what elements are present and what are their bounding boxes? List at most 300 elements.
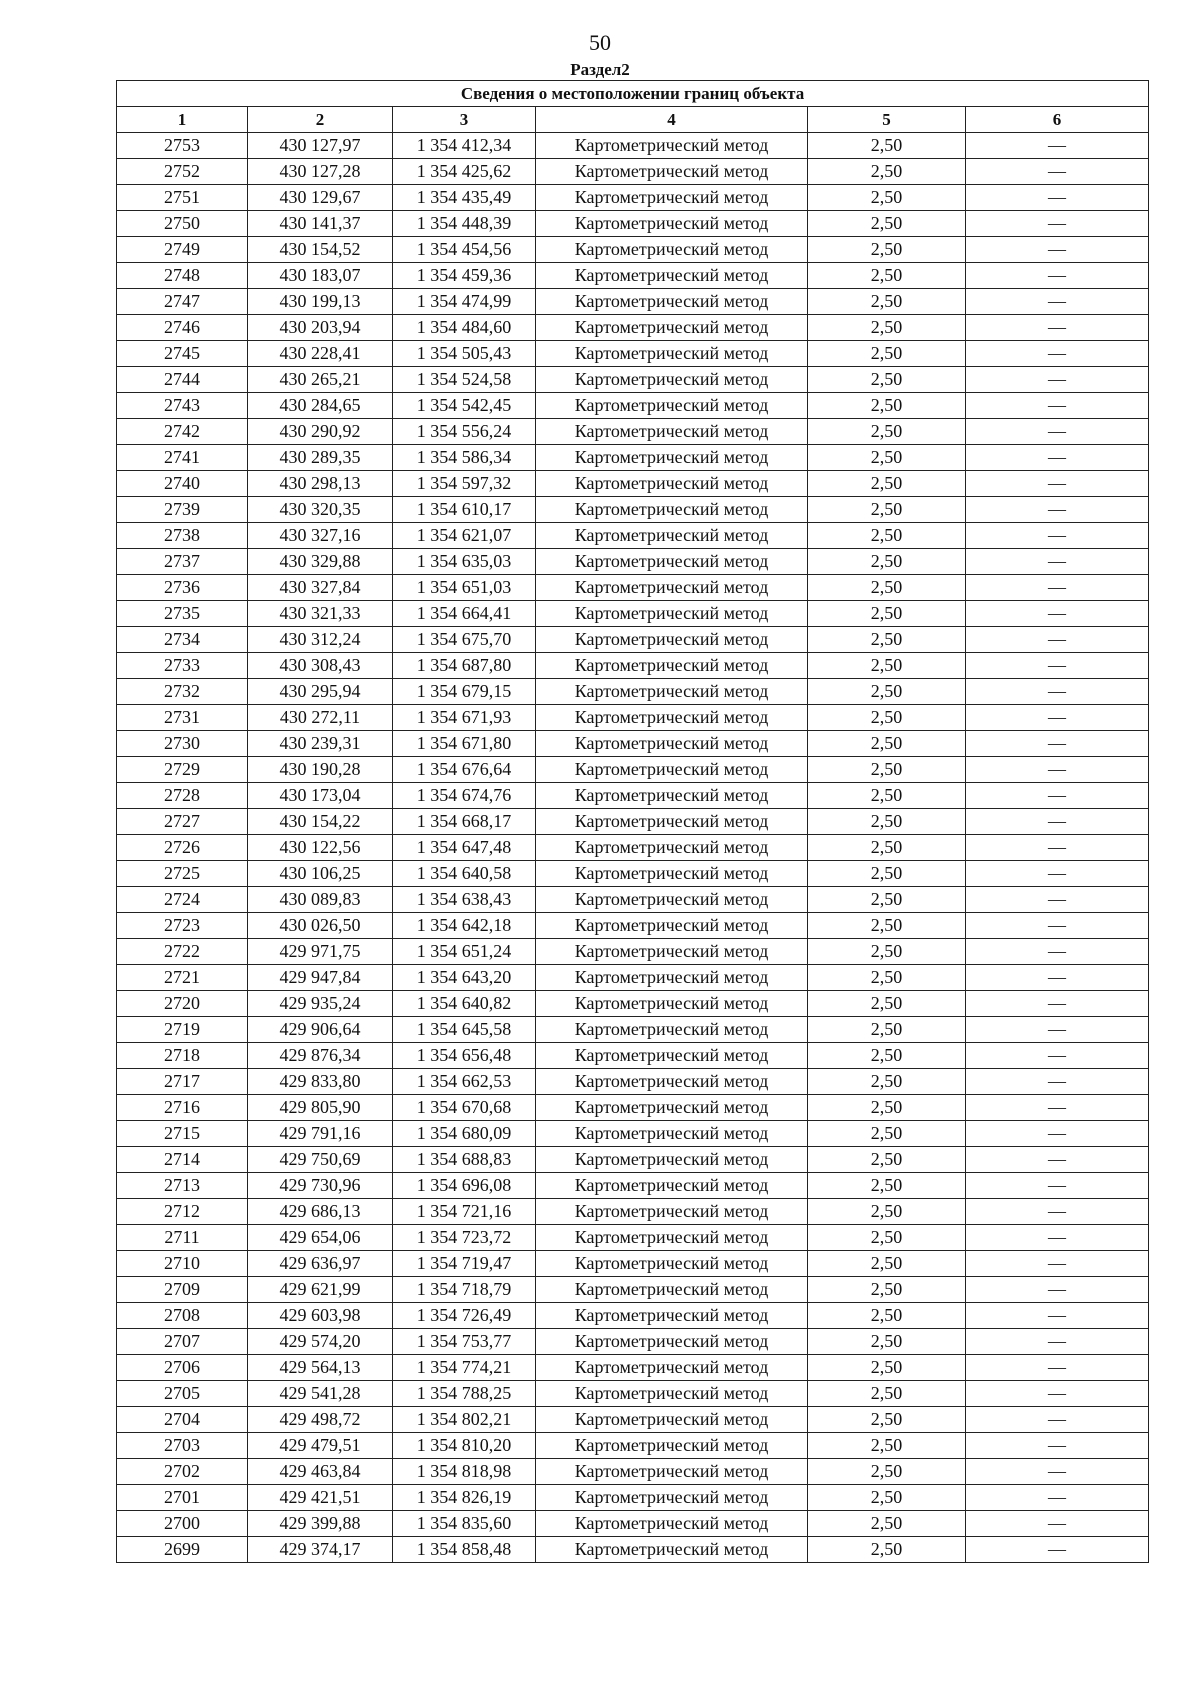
method-cell: Картометрический метод [536,237,808,263]
method-cell: Картометрический метод [536,913,808,939]
x-coordinate-cell: 429 750,69 [248,1147,393,1173]
table-row [117,211,1149,237]
point-number-cell: 2752 [117,159,248,185]
x-coordinate-cell: 430 122,56 [248,835,393,861]
accuracy-cell: 2,50 [808,471,966,497]
table-row [117,679,1149,705]
x-coordinate-cell: 429 636,97 [248,1251,393,1277]
x-coordinate-cell: 429 374,17 [248,1537,393,1563]
table-row [117,991,1149,1017]
method-cell: Картометрический метод [536,679,808,705]
point-number-cell: 2724 [117,887,248,913]
table-row [117,809,1149,835]
accuracy-cell: 2,50 [808,757,966,783]
y-coordinate-cell: 1 354 597,32 [393,471,536,497]
method-cell: Картометрический метод [536,1459,808,1485]
y-coordinate-cell: 1 354 676,64 [393,757,536,783]
y-coordinate-cell: 1 354 721,16 [393,1199,536,1225]
description-cell: — [966,1173,1149,1199]
y-coordinate-cell: 1 354 651,03 [393,575,536,601]
accuracy-cell: 2,50 [808,549,966,575]
y-coordinate-cell: 1 354 723,72 [393,1225,536,1251]
method-cell: Картометрический метод [536,1121,808,1147]
x-coordinate-cell: 430 228,41 [248,341,393,367]
y-coordinate-cell: 1 354 688,83 [393,1147,536,1173]
table-row [117,1537,1149,1563]
point-number-cell: 2707 [117,1329,248,1355]
description-cell: — [966,1199,1149,1225]
column-header: 1 [117,107,248,133]
accuracy-cell: 2,50 [808,445,966,471]
description-cell: — [966,913,1149,939]
accuracy-cell: 2,50 [808,185,966,211]
method-cell: Картометрический метод [536,783,808,809]
x-coordinate-cell: 429 621,99 [248,1277,393,1303]
method-cell: Картометрический метод [536,1355,808,1381]
accuracy-cell: 2,50 [808,783,966,809]
x-coordinate-cell: 429 654,06 [248,1225,393,1251]
y-coordinate-cell: 1 354 643,20 [393,965,536,991]
method-cell: Картометрический метод [536,809,808,835]
accuracy-cell: 2,50 [808,1303,966,1329]
accuracy-cell: 2,50 [808,1355,966,1381]
table-row [117,939,1149,965]
section-title: Раздел2 [570,60,630,79]
accuracy-cell: 2,50 [808,1251,966,1277]
description-cell: — [966,1329,1149,1355]
accuracy-cell: 2,50 [808,133,966,159]
table-row [117,419,1149,445]
x-coordinate-cell: 430 141,37 [248,211,393,237]
accuracy-cell: 2,50 [808,159,966,185]
y-coordinate-cell: 1 354 670,68 [393,1095,536,1121]
method-cell: Картометрический метод [536,393,808,419]
description-cell: — [966,575,1149,601]
method-cell: Картометрический метод [536,1329,808,1355]
accuracy-cell: 2,50 [808,1069,966,1095]
table-row [117,549,1149,575]
y-coordinate-cell: 1 354 726,49 [393,1303,536,1329]
point-number-cell: 2720 [117,991,248,1017]
table-row [117,1511,1149,1537]
description-cell: — [966,341,1149,367]
y-coordinate-cell: 1 354 718,79 [393,1277,536,1303]
table-row [117,1407,1149,1433]
method-cell: Картометрический метод [536,1225,808,1251]
description-cell: — [966,835,1149,861]
point-number-cell: 2723 [117,913,248,939]
y-coordinate-cell: 1 354 642,18 [393,913,536,939]
method-cell: Картометрический метод [536,523,808,549]
description-cell: — [966,1069,1149,1095]
table-row [117,315,1149,341]
accuracy-cell: 2,50 [808,1407,966,1433]
y-coordinate-cell: 1 354 696,08 [393,1173,536,1199]
column-header: 4 [536,107,808,133]
description-cell: — [966,1225,1149,1251]
accuracy-cell: 2,50 [808,1199,966,1225]
method-cell: Картометрический метод [536,575,808,601]
y-coordinate-cell: 1 354 647,48 [393,835,536,861]
y-coordinate-cell: 1 354 753,77 [393,1329,536,1355]
table-row [117,523,1149,549]
description-cell: — [966,861,1149,887]
table-row [117,835,1149,861]
table-row [117,237,1149,263]
description-cell: — [966,1381,1149,1407]
description-cell: — [966,393,1149,419]
table-row [117,1199,1149,1225]
description-cell: — [966,289,1149,315]
description-cell: — [966,1121,1149,1147]
method-cell: Картометрический метод [536,1095,808,1121]
x-coordinate-cell: 430 173,04 [248,783,393,809]
point-number-cell: 2742 [117,419,248,445]
x-coordinate-cell: 429 947,84 [248,965,393,991]
y-coordinate-cell: 1 354 556,24 [393,419,536,445]
point-number-cell: 2751 [117,185,248,211]
x-coordinate-cell: 430 203,94 [248,315,393,341]
x-coordinate-cell: 429 730,96 [248,1173,393,1199]
description-cell: — [966,1511,1149,1537]
accuracy-cell: 2,50 [808,237,966,263]
description-cell: — [966,1043,1149,1069]
y-coordinate-cell: 1 354 664,41 [393,601,536,627]
accuracy-cell: 2,50 [808,1277,966,1303]
table-row [117,887,1149,913]
y-coordinate-cell: 1 354 645,58 [393,1017,536,1043]
description-cell: — [966,419,1149,445]
point-number-cell: 2748 [117,263,248,289]
method-cell: Картометрический метод [536,1537,808,1563]
method-cell: Картометрический метод [536,211,808,237]
method-cell: Картометрический метод [536,1407,808,1433]
description-cell: — [966,991,1149,1017]
accuracy-cell: 2,50 [808,939,966,965]
description-cell: — [966,1407,1149,1433]
table-row [117,757,1149,783]
method-cell: Картометрический метод [536,1199,808,1225]
accuracy-cell: 2,50 [808,1173,966,1199]
accuracy-cell: 2,50 [808,1147,966,1173]
method-cell: Картометрический метод [536,939,808,965]
accuracy-cell: 2,50 [808,315,966,341]
description-cell: — [966,263,1149,289]
accuracy-cell: 2,50 [808,341,966,367]
table-row [117,1381,1149,1407]
table-row [117,1459,1149,1485]
table-row [117,1069,1149,1095]
description-cell: — [966,1485,1149,1511]
accuracy-cell: 2,50 [808,1537,966,1563]
y-coordinate-cell: 1 354 635,03 [393,549,536,575]
point-number-cell: 2743 [117,393,248,419]
x-coordinate-cell: 429 906,64 [248,1017,393,1043]
point-number-cell: 2737 [117,549,248,575]
description-cell: — [966,471,1149,497]
x-coordinate-cell: 430 327,16 [248,523,393,549]
accuracy-cell: 2,50 [808,1329,966,1355]
description-cell: — [966,1355,1149,1381]
description-cell: — [966,1017,1149,1043]
method-cell: Картометрический метод [536,627,808,653]
x-coordinate-cell: 430 289,35 [248,445,393,471]
table-row [117,185,1149,211]
column-header: 5 [808,107,966,133]
method-cell: Картометрический метод [536,185,808,211]
y-coordinate-cell: 1 354 505,43 [393,341,536,367]
accuracy-cell: 2,50 [808,1225,966,1251]
y-coordinate-cell: 1 354 671,93 [393,705,536,731]
method-cell: Картометрический метод [536,601,808,627]
table-row [117,1433,1149,1459]
table-row [117,965,1149,991]
description-cell: — [966,549,1149,575]
table-row [117,653,1149,679]
table-row [117,705,1149,731]
x-coordinate-cell: 429 463,84 [248,1459,393,1485]
point-number-cell: 2712 [117,1199,248,1225]
accuracy-cell: 2,50 [808,601,966,627]
accuracy-cell: 2,50 [808,1095,966,1121]
point-number-cell: 2733 [117,653,248,679]
accuracy-cell: 2,50 [808,887,966,913]
table-row [117,1355,1149,1381]
point-number-cell: 2747 [117,289,248,315]
description-cell: — [966,133,1149,159]
accuracy-cell: 2,50 [808,289,966,315]
point-number-cell: 2740 [117,471,248,497]
table-row [117,393,1149,419]
x-coordinate-cell: 430 308,43 [248,653,393,679]
table-row [117,783,1149,809]
method-cell: Картометрический метод [536,1433,808,1459]
method-cell: Картометрический метод [536,835,808,861]
x-coordinate-cell: 430 089,83 [248,887,393,913]
x-coordinate-cell: 430 295,94 [248,679,393,705]
accuracy-cell: 2,50 [808,679,966,705]
x-coordinate-cell: 429 935,24 [248,991,393,1017]
point-number-cell: 2710 [117,1251,248,1277]
x-coordinate-cell: 430 329,88 [248,549,393,575]
x-coordinate-cell: 429 603,98 [248,1303,393,1329]
table-row [117,861,1149,887]
point-number-cell: 2745 [117,341,248,367]
accuracy-cell: 2,50 [808,575,966,601]
accuracy-cell: 2,50 [808,367,966,393]
point-number-cell: 2721 [117,965,248,991]
y-coordinate-cell: 1 354 774,21 [393,1355,536,1381]
method-cell: Картометрический метод [536,861,808,887]
x-coordinate-cell: 430 284,65 [248,393,393,419]
method-cell: Картометрический метод [536,445,808,471]
table-row [117,1303,1149,1329]
description-cell: — [966,783,1149,809]
x-coordinate-cell: 429 421,51 [248,1485,393,1511]
description-cell: — [966,523,1149,549]
y-coordinate-cell: 1 354 810,20 [393,1433,536,1459]
description-cell: — [966,809,1149,835]
method-cell: Картометрический метод [536,1511,808,1537]
x-coordinate-cell: 429 564,13 [248,1355,393,1381]
point-number-cell: 2704 [117,1407,248,1433]
point-number-cell: 2744 [117,367,248,393]
point-number-cell: 2727 [117,809,248,835]
description-cell: — [966,1537,1149,1563]
method-cell: Картометрический метод [536,1017,808,1043]
description-cell: — [966,601,1149,627]
x-coordinate-cell: 429 971,75 [248,939,393,965]
method-cell: Картометрический метод [536,263,808,289]
accuracy-cell: 2,50 [808,861,966,887]
method-cell: Картометрический метод [536,497,808,523]
accuracy-cell: 2,50 [808,263,966,289]
y-coordinate-cell: 1 354 818,98 [393,1459,536,1485]
accuracy-cell: 2,50 [808,523,966,549]
y-coordinate-cell: 1 354 719,47 [393,1251,536,1277]
point-number-cell: 2701 [117,1485,248,1511]
table-row [117,263,1149,289]
x-coordinate-cell: 429 686,13 [248,1199,393,1225]
description-cell: — [966,1303,1149,1329]
description-cell: — [966,731,1149,757]
y-coordinate-cell: 1 354 474,99 [393,289,536,315]
y-coordinate-cell: 1 354 459,36 [393,263,536,289]
accuracy-cell: 2,50 [808,1043,966,1069]
point-number-cell: 2753 [117,133,248,159]
x-coordinate-cell: 430 026,50 [248,913,393,939]
point-number-cell: 2709 [117,1277,248,1303]
description-cell: — [966,237,1149,263]
point-number-cell: 2711 [117,1225,248,1251]
y-coordinate-cell: 1 354 640,82 [393,991,536,1017]
point-number-cell: 2741 [117,445,248,471]
y-coordinate-cell: 1 354 835,60 [393,1511,536,1537]
description-cell: — [966,1251,1149,1277]
y-coordinate-cell: 1 354 448,39 [393,211,536,237]
accuracy-cell: 2,50 [808,627,966,653]
y-coordinate-cell: 1 354 542,45 [393,393,536,419]
point-number-cell: 2732 [117,679,248,705]
point-number-cell: 2726 [117,835,248,861]
description-cell: — [966,705,1149,731]
method-cell: Картометрический метод [536,549,808,575]
x-coordinate-cell: 429 833,80 [248,1069,393,1095]
method-cell: Картометрический метод [536,653,808,679]
method-cell: Картометрический метод [536,289,808,315]
method-cell: Картометрический метод [536,1303,808,1329]
point-number-cell: 2739 [117,497,248,523]
description-cell: — [966,445,1149,471]
y-coordinate-cell: 1 354 802,21 [393,1407,536,1433]
table-row [117,627,1149,653]
point-number-cell: 2700 [117,1511,248,1537]
description-cell: — [966,757,1149,783]
accuracy-cell: 2,50 [808,1459,966,1485]
method-cell: Картометрический метод [536,133,808,159]
page-number: 50 [589,30,611,55]
table-caption: Сведения о местоположении границ объекта [117,81,1149,107]
table-row [117,601,1149,627]
method-cell: Картометрический метод [536,315,808,341]
point-number-cell: 2730 [117,731,248,757]
column-header: 2 [248,107,393,133]
y-coordinate-cell: 1 354 610,17 [393,497,536,523]
point-number-cell: 2703 [117,1433,248,1459]
method-cell: Картометрический метод [536,1485,808,1511]
accuracy-cell: 2,50 [808,835,966,861]
point-number-cell: 2728 [117,783,248,809]
accuracy-cell: 2,50 [808,393,966,419]
table-row [117,575,1149,601]
table-row [117,289,1149,315]
x-coordinate-cell: 430 239,31 [248,731,393,757]
accuracy-cell: 2,50 [808,1511,966,1537]
table-row [117,1121,1149,1147]
method-cell: Картометрический метод [536,1043,808,1069]
point-number-cell: 2715 [117,1121,248,1147]
table-header-row [117,107,1149,133]
table-row [117,1147,1149,1173]
x-coordinate-cell: 430 265,21 [248,367,393,393]
table-row [117,1251,1149,1277]
column-header: 6 [966,107,1149,133]
method-cell: Картометрический метод [536,1277,808,1303]
description-cell: — [966,211,1149,237]
y-coordinate-cell: 1 354 425,62 [393,159,536,185]
x-coordinate-cell: 430 199,13 [248,289,393,315]
x-coordinate-cell: 430 154,52 [248,237,393,263]
description-cell: — [966,1459,1149,1485]
point-number-cell: 2735 [117,601,248,627]
accuracy-cell: 2,50 [808,991,966,1017]
description-cell: — [966,653,1149,679]
description-cell: — [966,367,1149,393]
description-cell: — [966,159,1149,185]
point-number-cell: 2734 [117,627,248,653]
y-coordinate-cell: 1 354 680,09 [393,1121,536,1147]
table-row [117,159,1149,185]
y-coordinate-cell: 1 354 640,58 [393,861,536,887]
method-cell: Картометрический метод [536,1147,808,1173]
x-coordinate-cell: 430 298,13 [248,471,393,497]
y-coordinate-cell: 1 354 858,48 [393,1537,536,1563]
table-row [117,471,1149,497]
y-coordinate-cell: 1 354 826,19 [393,1485,536,1511]
description-cell: — [966,185,1149,211]
x-coordinate-cell: 430 327,84 [248,575,393,601]
point-number-cell: 2699 [117,1537,248,1563]
table-row [117,731,1149,757]
x-coordinate-cell: 430 190,28 [248,757,393,783]
accuracy-cell: 2,50 [808,731,966,757]
y-coordinate-cell: 1 354 668,17 [393,809,536,835]
boundary-coordinates-table [116,80,1149,1563]
accuracy-cell: 2,50 [808,1381,966,1407]
point-number-cell: 2717 [117,1069,248,1095]
accuracy-cell: 2,50 [808,705,966,731]
x-coordinate-cell: 429 574,20 [248,1329,393,1355]
description-cell: — [966,1147,1149,1173]
accuracy-cell: 2,50 [808,419,966,445]
table-row [117,1225,1149,1251]
description-cell: — [966,965,1149,991]
y-coordinate-cell: 1 354 656,48 [393,1043,536,1069]
x-coordinate-cell: 430 129,67 [248,185,393,211]
table-body [117,133,1149,1563]
accuracy-cell: 2,50 [808,497,966,523]
y-coordinate-cell: 1 354 674,76 [393,783,536,809]
